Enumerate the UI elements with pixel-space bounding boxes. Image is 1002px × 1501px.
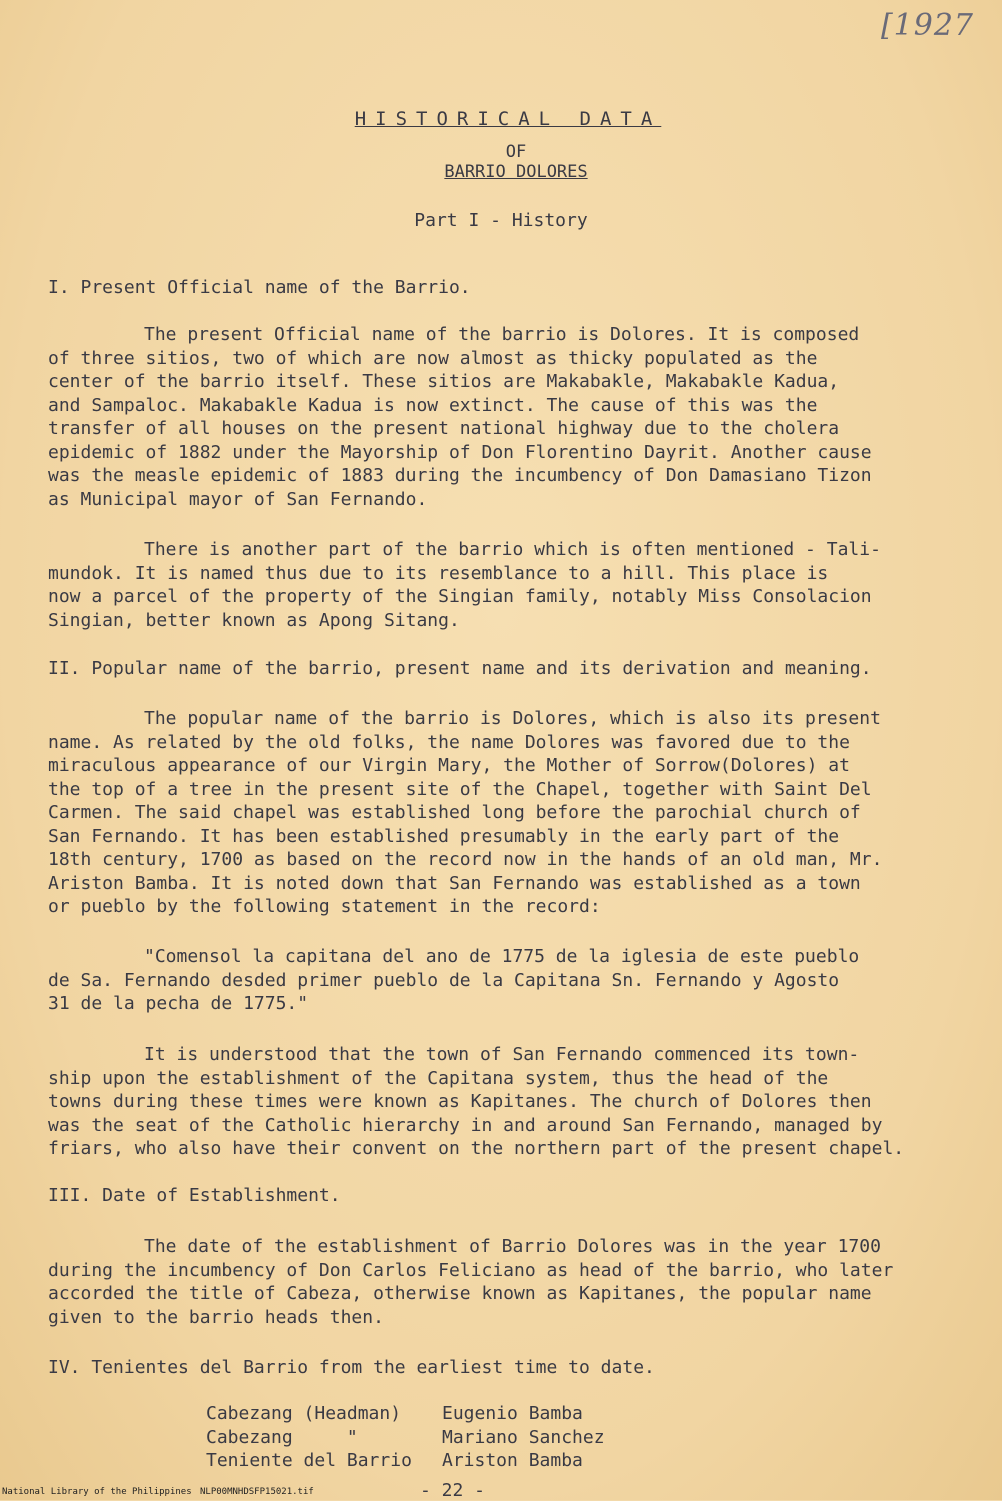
section-1-heading: I. Present Official name of the Barrio. — [48, 277, 471, 298]
list-item — [206, 1449, 605, 1473]
head-name: Mariano Sanchez — [442, 1426, 605, 1448]
handwritten-annotation: [1927 — [880, 8, 974, 43]
list-item — [206, 1426, 605, 1450]
text-line: 18th century, 1700 as based on the record now in the hands of an old man, Mr. — [48, 849, 883, 870]
section-1-paragraph-1 — [48, 323, 968, 511]
text-line: and Sampaloc. Makabakle Kadua is now extinct. The cause of this was the — [48, 394, 818, 416]
text-line: de Sa. Fernando desded primer pueblo de la Capitana Sn. Fernando y Agosto — [48, 969, 840, 991]
file-name: NLP00MNHDSFP15021.tif — [200, 1487, 314, 1497]
text-line: Ariston Bamba. It is noted down that San Fernando was established as a town — [48, 872, 861, 894]
section-1-paragraph-2 — [48, 538, 968, 632]
page-number: - 22 - — [420, 1480, 486, 1501]
barrio-name: BARRIO DOLORES — [444, 162, 588, 182]
text-line: given to the barrio heads then. — [48, 1306, 384, 1328]
library-credit: National Library of the Philippines — [2, 1487, 192, 1497]
head-name: Ariston Bamba — [442, 1450, 583, 1471]
text-line: San Fernando. It has been established presumably in the early part of the — [48, 825, 840, 847]
text-line: the top of a tree in the present site of the Chapel, together with Saint Del — [48, 778, 872, 800]
head-name: Eugenio Bamba — [442, 1403, 583, 1424]
text-line: ship upon the establishment of the Capitana system, thus the head of the — [48, 1067, 829, 1089]
section-2-heading: II. Popular name of the barrio, present name and its derivation and meaning. — [48, 658, 872, 679]
text-line: now a parcel of the property of the Singian family, notably Miss Consolacion — [48, 586, 872, 607]
text-line: was the seat of the Catholic hierarchy in and around San Fernando, managed by — [48, 1114, 883, 1136]
text-line: epidemic of 1882 under the Mayorship of Don Florentino Dayrit. Another cause — [48, 441, 872, 463]
head-position: Teniente del Barrio — [206, 1450, 412, 1471]
document-title: HISTORICAL DATA — [354, 108, 662, 130]
text-line: 31 de la pecha de 1775." — [48, 993, 309, 1014]
text-line: It is understood that the town of San Fernando commenced its town- — [144, 1044, 860, 1065]
text-line: of three sitios, two of which are now almost as thicky populated as the — [48, 347, 818, 369]
text-line: was the measle epidemic of 1883 during the incumbency of Don Damasiano Tizon — [48, 465, 872, 486]
section-2-paragraph-1 — [48, 707, 968, 919]
text-line: miraculous appearance of our Virgin Mary, the Mother of Sorrow(Dolores) at — [48, 755, 850, 776]
section-3-heading: III. Date of Establishment. — [48, 1185, 341, 1206]
text-line: There is another part of the barrio which is often mentioned - Tali- — [144, 539, 881, 560]
record-quote — [48, 945, 968, 1016]
list-item — [206, 1402, 605, 1426]
text-line: accorded the title of Cabeza, otherwise known as Kapitanes, the popular name — [48, 1283, 872, 1304]
head-position: Cabezang (Headman) — [206, 1403, 402, 1424]
title-of: OF — [505, 142, 527, 162]
text-line: Singian, better known as Apong Sitang. — [48, 609, 460, 631]
text-line: The present Official name of the barrio is Dolores. It is composed — [144, 324, 860, 345]
text-line: friars, who also have their convent on the northern part of the present chapel. — [48, 1138, 905, 1159]
text-line: Carmen. The said chapel was established long before the parochial church of — [48, 802, 861, 823]
section-2-paragraph-2 — [48, 1043, 968, 1161]
text-line: The date of the establishment of Barrio Dolores was in the year 1700 — [144, 1236, 881, 1257]
section-4-heading: IV. Tenientes del Barrio from the earliest time to date. — [48, 1357, 655, 1378]
part-heading: Part I - History — [414, 210, 588, 231]
text-line: transfer of all houses on the present national highway due to the cholera — [48, 418, 840, 439]
text-line: mundok. It is named thus due to its resemblance to a hill. This place is — [48, 562, 829, 584]
head-position: Cabezang " — [206, 1426, 358, 1448]
barrio-heads-list — [206, 1402, 605, 1473]
text-line: The popular name of the barrio is Dolores, which is also its present — [144, 708, 881, 729]
text-line: "Comensol la capitana del ano de 1775 de la iglesia de este pueblo — [144, 946, 860, 967]
text-line: center of the barrio itself. These sitios are Makabakle, Makabakle Kadua, — [48, 371, 840, 392]
text-line: or pueblo by the following statement in the record: — [48, 896, 601, 917]
text-line: towns during these times were known as Kapitanes. The church of Dolores then — [48, 1091, 872, 1112]
text-line: during the incumbency of Don Carlos Feliciano as head of the barrio, who later — [48, 1259, 894, 1281]
text-line: name. As related by the old folks, the name Dolores was favored due to the — [48, 731, 850, 753]
section-3-paragraph-1 — [48, 1235, 968, 1329]
text-line: as Municipal mayor of San Fernando. — [48, 488, 428, 510]
